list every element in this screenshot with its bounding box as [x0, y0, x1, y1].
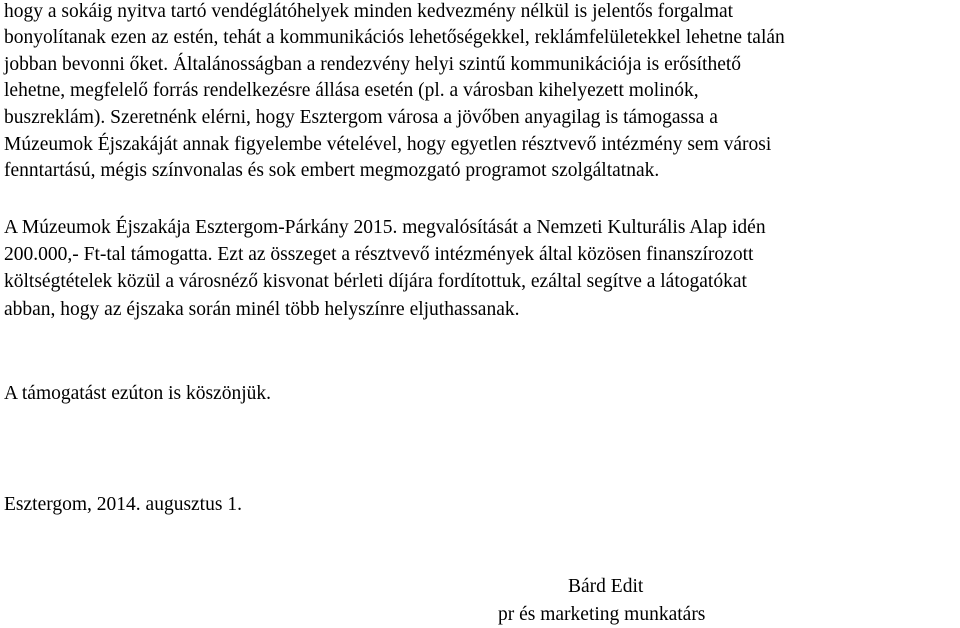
paragraph-1-line-6: Múzeumok Éjszakáját annak figyelembe vételével, hogy egyetlen résztvevő intézmény sem városi [4, 134, 772, 155]
paragraph-2-line-1: A Múzeumok Éjszakája Esztergom-Párkány 2015. megvalósítását a Nemzeti Kulturális Alap idén [4, 217, 766, 238]
paragraph-1-line-1: hogy a sokáig nyitva tartó vendéglátóhelyek minden kedvezmény nélkül is jelentős forgalmat [4, 1, 734, 22]
paragraph-1-line-7: fenntartású, mégis színvonalas és sok embert megmozgató programot szolgáltatnak. [4, 160, 660, 181]
paragraph-1-line-5: buszreklám). Szeretnénk elérni, hogy Esztergom városa a jövőben anyagilag is támogassa a [4, 107, 718, 128]
paragraph-2-line-4: abban, hogy az éjszaka során minél több helyszínre eljuthassanak. [4, 299, 520, 320]
paragraph-2-line-3: költségtételek közül a városnéző kisvonat bérleti díjára fordítottuk, ezáltal segítve a látogatókat [4, 271, 747, 292]
signature-title: pr és marketing munkatárs [498, 604, 706, 625]
paragraph-2-line-2: 200.000,- Ft-tal támogatta. Ezt az összeget a résztvevő intézmények által közösen finanszírozott [4, 244, 754, 265]
thanks-line: A támogatást ezúton is köszönjük. [4, 383, 272, 404]
signature-name: Bárd Edit [568, 576, 644, 597]
paragraph-1-line-3: jobban bevonni őket. Általánosságban a rendezvény helyi szintű kommunikációja is erősíthető [4, 54, 742, 75]
paragraph-1-line-4: lehetne, megfelelő forrás rendelkezésre állása esetén (pl. a városban kihelyezett molinók, [4, 80, 699, 101]
paragraph-1-line-2: bonyolítanak ezen az estén, tehát a kommunikációs lehetőségekkel, reklámfelületekkel lehetne talán [4, 27, 785, 48]
place-date-line: Esztergom, 2014. augusztus 1. [4, 494, 242, 515]
